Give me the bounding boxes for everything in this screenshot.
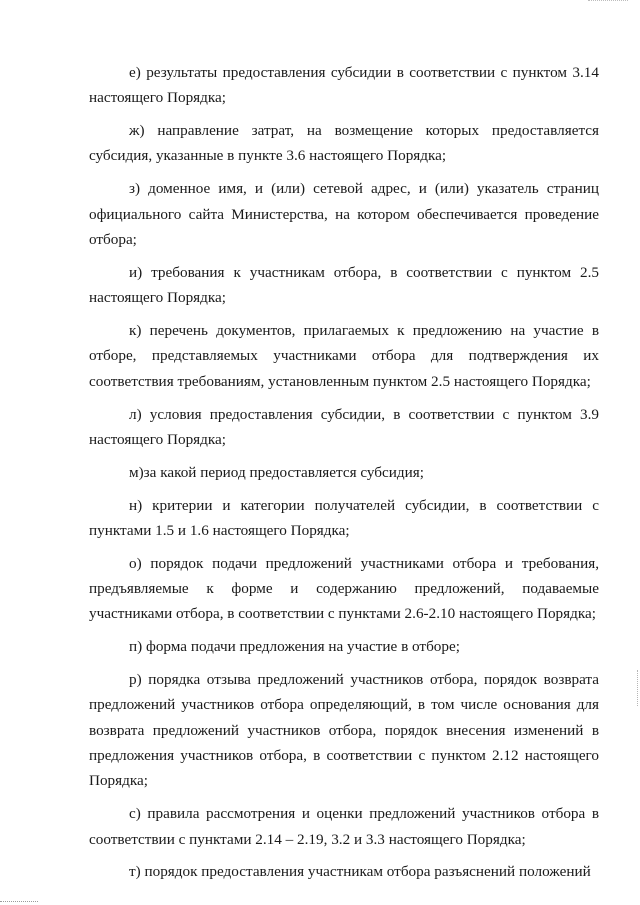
paragraph-i: и) требования к участникам отбора, в соответствии с пунктом 2.5 настоящего Порядка;: [89, 263, 599, 307]
paragraph-k: к) перечень документов, прилагаемых к предложению на участие в отборе, представляемых участниками отбора для подтверждения их соответствия требованиям, установленным пунктом 2.5 настоящего Порядка;: [89, 322, 599, 390]
paragraph-l: л) условия предоставления субсидии, в соответствии с пунктом 3.9 настоящего Порядка;: [89, 405, 599, 448]
paragraph-e: е) результаты предоставления субсидии в соответствии с пунктом 3.14 настоящего Порядка;: [89, 64, 599, 107]
paragraph-n: н) критерии и категории получателей субсидии, в соответствии с пунктами 1.5 и 1.6 настоящего Порядка;: [89, 496, 599, 539]
paragraph-s: с) правила рассмотрения и оценки предложений участников отбора в соответствии с пунктами 2.14 – 2.19, 3.2 и 3.3 настоящего Порядка;: [89, 805, 599, 848]
scan-edge-mark: [588, 0, 628, 1]
paragraph-p: п) форма подачи предложения на участие в отборе;: [129, 638, 460, 656]
paragraph-o: о) порядок подачи предложений участниками отбора и требования, предъявляемые к форме и содержанию предложений, подаваемые участниками отбора, в соответствии с пунктами 2.6-2.10 настоящего Порядка;: [89, 554, 599, 623]
paragraph-t: т) порядок предоставления участникам отбора разъяснений положений: [129, 863, 591, 881]
document-body: [89, 60, 599, 892]
scan-edge-mark: [637, 670, 638, 706]
scan-edge-mark: [0, 901, 38, 902]
paragraph-zh: ж) направление затрат, на возмещение которых предоставляется субсидия, указанные в пункте 3.6 настоящего Порядка;: [89, 122, 599, 165]
paragraph-r: р) порядка отзыва предложений участников отбора, порядок возврата предложений участников отбора определяющий, в том числе основания для возврата предложений участников отбора, порядок внесения изменений в предложения участников отбора, в соответствии с пунктом 2.12 настоящего Порядка;: [89, 671, 599, 790]
paragraph-z: з) доменное имя, и (или) сетевой адрес, и (или) указатель страниц официального сайта Министерства, на котором обеспечивается проведение отбора;: [89, 180, 599, 248]
paragraph-m: м)за какой период предоставляется субсидия;: [129, 463, 424, 481]
